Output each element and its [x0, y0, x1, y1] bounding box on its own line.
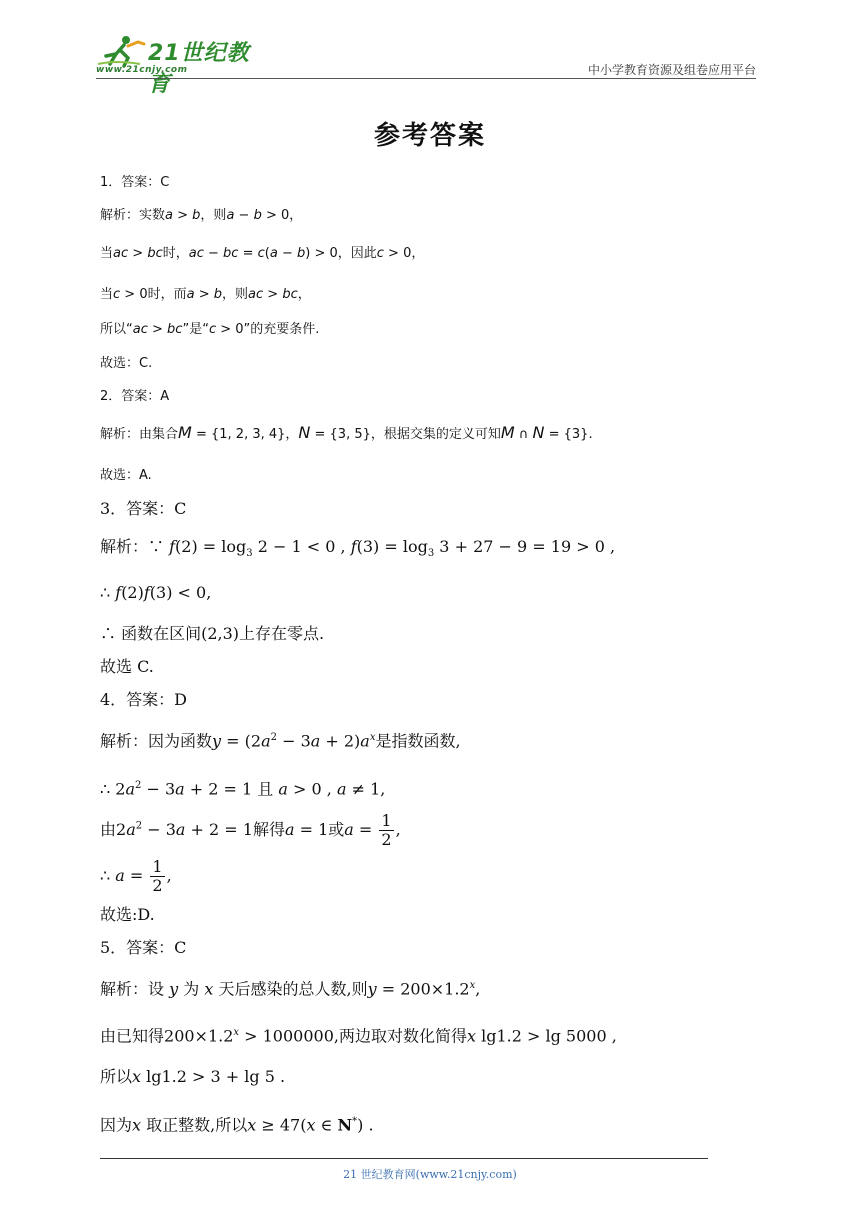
- q3-line2: ∴ f(2)f(3) < 0,: [100, 583, 212, 602]
- q1-line3: 当c > 0时，而a > b，则ac > bc，: [100, 287, 311, 302]
- q4-conclusion: 故选:D.: [100, 905, 155, 924]
- q3-line3: ∴ 函数在区间(2,3)上存在零点.: [100, 624, 325, 643]
- q3-answer: 3．答案：C: [100, 499, 187, 518]
- footer-divider: [100, 1158, 708, 1159]
- q3-conclusion: 故选 C.: [100, 657, 154, 676]
- q5-line4: 因为x 取正整数,所以x ≥ 47(x ∈ N*) .: [100, 1115, 374, 1135]
- q2-line1: 解析：由集合M = {1, 2, 3, 4}，N = {3, 5}，根据交集的定义可知M ∩ N = {3}.: [100, 423, 593, 442]
- q1-answer: 1．答案：C: [100, 175, 170, 190]
- fraction-one-half: $\frac{1}{2}$: [152, 857, 163, 895]
- logo-url: www.21cnjy.com: [96, 65, 188, 75]
- q5-answer: 5．答案：C: [100, 938, 187, 957]
- header-platform-text: 中小学教育资源及组卷应用平台: [587, 63, 756, 77]
- q1-conclusion: 故选：C.: [100, 356, 153, 371]
- q5-line3: 所以x lg1.2 > 3 + lg 5 .: [100, 1067, 286, 1086]
- q2-conclusion: 故选：A.: [100, 468, 152, 483]
- q5-line1: 解析：设 y 为 x 天后感染的总人数,则$y = 200\times 1.2^x$,: [100, 979, 481, 999]
- q5-line2: 由已知得$200\times 1.2^x > 1000000$,两边取对数化简得x lg1.2 > lg 5000 ,: [100, 1026, 617, 1046]
- q4-answer: 4．答案：D: [100, 690, 188, 709]
- header-divider: [96, 78, 756, 79]
- q1-line1: 解析：实数a > b，则a − b > 0，: [100, 208, 303, 223]
- q4-line1: 解析：因为函数$y = (2a^2 - 3a + 2)a^x$是指数函数,: [100, 731, 461, 751]
- q1-line2: 当ac > bc时，ac − bc = c(a − b) > 0，因此c > 0，: [100, 246, 425, 261]
- site-logo: [96, 34, 266, 97]
- fraction-one-half: $\frac{1}{2}$: [381, 811, 392, 849]
- footer-text: 21 世纪教育网(www.21cnjy.com): [343, 1168, 517, 1181]
- page-header: [96, 30, 756, 97]
- logo-text: 21世纪教育: [148, 41, 250, 97]
- q2-answer: 2．答案：A: [100, 389, 170, 404]
- q1-line4: 所以“ac > bc”是“c > 0”的充要条件.: [100, 322, 320, 337]
- q4-line4: ∴ a = $\frac{1}{2}$ ,: [100, 857, 172, 895]
- runner-logo-icon: [96, 34, 148, 68]
- q3-line1: 解析：∵ $f(2) = \log_3 2 - 1 < 0$ , $f(3) = \log_3 3 + 27 - 9 = 19 > 0$ ,: [100, 537, 616, 560]
- q4-line2: ∴ $2a^2 - 3a + 2 = 1$ 且 a > 0 , a ≠ 1,: [100, 779, 386, 799]
- q4-line3: 由$2a^2 - 3a + 2 = 1$解得a = 1或a = $\frac{1}{2}$ ,: [100, 811, 401, 849]
- page-title: 参考答案: [373, 121, 486, 151]
